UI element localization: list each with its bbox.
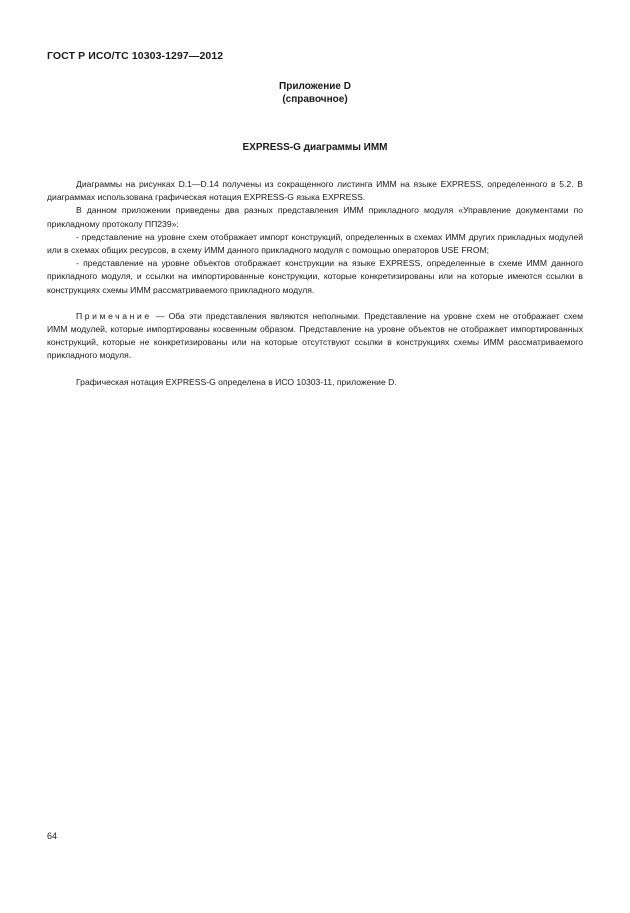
annex-heading (0, 80, 630, 106)
note-paragraph (47, 310, 583, 363)
body-text (47, 178, 583, 389)
note-label: Примечание (76, 310, 152, 321)
paragraph-diagrams: Диаграммы на рисунках D.1—D.14 получены из сокращенного листинга ИММ на языке EXPRESS, определенного в 5.2. В диаграммах использована графическая нотация EXPRESS-G языка EXPRESS. (47, 179, 583, 203)
paragraph-schema-level: - представление на уровне схем отображает импорт конструкций, определенных в схемах ИММ других прикладных модулей или в схемах общих ресурсов, в схему ИММ данного прикладного модуля с помощью операторов USE FROM; (47, 231, 583, 256)
page-number: 64 (47, 831, 58, 841)
annex-label: Приложение D (279, 81, 351, 92)
note-text: — Оба эти представления являются неполными. Представление на уровне схем не отображает схем ИММ модулей, которые импортированы косвенным образом. Представление на уровне объектов не отображает импортированных конструкций, которые не конкретизированы или на которые отсутствуют ссылки в конструкциях схемы ИММ рассматриваемого прикладного модуля. (47, 310, 583, 361)
paragraph-notation: Графическая нотация EXPRESS-G определена в ИСО 10303-11, приложение D. (76, 376, 397, 387)
annex-title: EXPRESS-G диаграммы ИММ (242, 142, 388, 153)
paragraph-representations: В данном приложении приведены два разных представления ИММ прикладного модуля «Управление документами по прикладному протоколу ПП239»: (47, 205, 583, 229)
paragraph-entity-level: - представление на уровне объектов отображает конструкции на языке EXPRESS, определенные в схеме ИММ данного прикладного модуля, и ссылки на импортированные конструкции, которые конкретизированы или на которые имеются ссылки в конструкциях схемы ИММ рассматриваемого прикладного модуля. (47, 258, 583, 295)
annex-type: (справочное) (282, 94, 348, 105)
standard-header: ГОСТ Р ИСО/ТС 10303-1297—2012 (47, 50, 224, 62)
